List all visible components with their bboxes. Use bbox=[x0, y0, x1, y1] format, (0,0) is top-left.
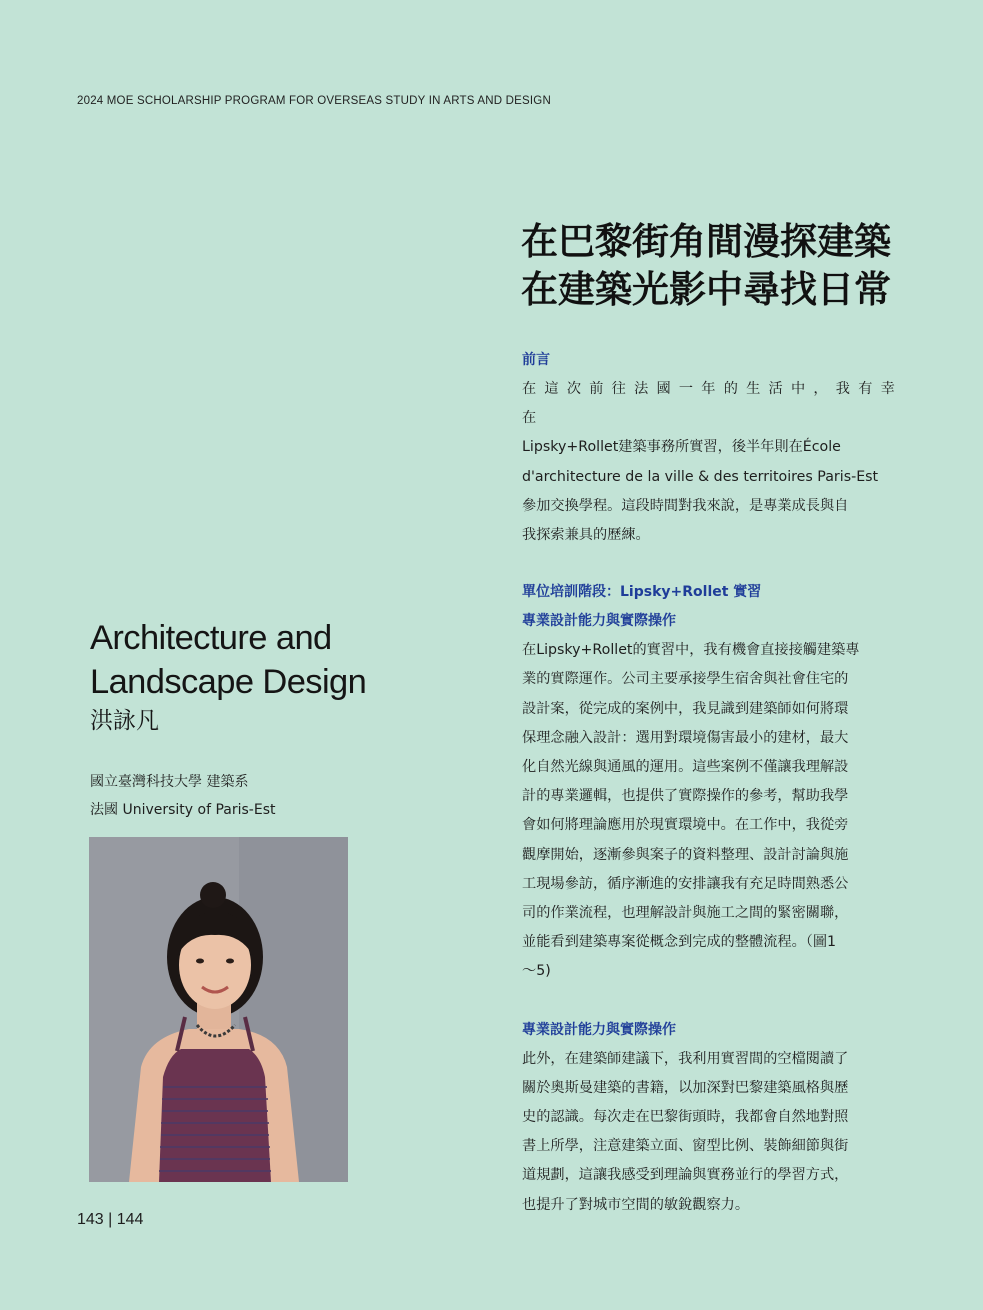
section1-line: 化自然光線與通風的運用。這些案例不僅讓我理解設 bbox=[522, 759, 849, 776]
program-header: 2024 MOE SCHOLARSHIP PROGRAM FOR OVERSEAS STUDY IN ARTS AND DESIGN bbox=[77, 95, 551, 107]
intro-line: 參加交換學程。這段時間對我來說，是專業成長與自 bbox=[522, 497, 849, 514]
section1-line: ～5) bbox=[522, 963, 551, 980]
title-line-2: 在建築光影中尋找日常 bbox=[521, 268, 891, 311]
exchange-school: 法國 University of Paris-Est bbox=[90, 802, 276, 818]
intro-line: d'architecture de la ville & des territoires Paris-Est bbox=[522, 468, 879, 485]
article-title bbox=[521, 218, 921, 314]
section2-line: 史的認識。每次走在巴黎街頭時，我都會自然地對照 bbox=[522, 1109, 849, 1126]
section1-heading: 單位培訓階段：Lipsky+Rollet 實習 bbox=[522, 584, 762, 601]
section2-paragraph bbox=[522, 1045, 902, 1220]
study-field-line-2: Landscape Design bbox=[90, 663, 367, 701]
intro-line: Lipsky+Rollet建築事務所實習，後半年則在École bbox=[522, 439, 841, 456]
section1-line: 工現場參訪，循序漸進的安排讓我有充足時間熟悉公 bbox=[522, 875, 849, 892]
section1-line: 在Lipsky+Rollet的實習中，我有機會直接接觸建築專 bbox=[522, 642, 860, 659]
section1-line: 觀摩開始，逐漸參與案子的資料整理、設計討論與施 bbox=[522, 846, 849, 863]
section1-line: 保理念融入設計：選用對環境傷害最小的建材，最大 bbox=[522, 729, 849, 746]
section1-line: 並能看到建築專案從概念到完成的整體流程。（圖1 bbox=[522, 934, 837, 951]
intro-heading: 前言 bbox=[522, 352, 550, 368]
section2-heading: 專業設計能力與實際操作 bbox=[522, 1021, 676, 1038]
page-numbers: 143 | 144 bbox=[77, 1211, 144, 1228]
article-body bbox=[522, 346, 902, 1220]
intro-line: 我探索兼具的歷練。 bbox=[522, 527, 650, 544]
section1-subheading: 專業設計能力與實際操作 bbox=[522, 613, 676, 630]
section1-line: 會如何將理論應用於現實環境中。在工作中，我從旁 bbox=[522, 817, 849, 834]
section2-line: 關於奧斯曼建築的書籍，以加深對巴黎建築風格與歷 bbox=[522, 1079, 849, 1096]
intro-line: 在這次前往法國一年的生活中，我有幸在 bbox=[522, 381, 902, 427]
author-name: 洪詠凡 bbox=[90, 708, 159, 734]
section1-line: 司的作業流程，也理解設計與施工之間的緊密關聯， bbox=[522, 905, 849, 922]
section1-line: 計的專業邏輯，也提供了實際操作的參考，幫助我學 bbox=[522, 788, 849, 805]
section1-line: 業的實際運作。公司主要承接學生宿舍與社會住宅的 bbox=[522, 671, 849, 688]
section2-line: 書上所學，注意建築立面、窗型比例、裝飾細節與街 bbox=[522, 1138, 849, 1155]
study-field bbox=[90, 616, 366, 704]
section1-paragraph bbox=[522, 636, 902, 986]
home-school: 國立臺灣科技大學 建築系 bbox=[90, 774, 249, 790]
author-portrait bbox=[89, 837, 348, 1182]
section2-line: 道規劃，這讓我感受到理論與實務並行的學習方式， bbox=[522, 1167, 849, 1184]
profile-block bbox=[90, 616, 366, 738]
affiliations bbox=[90, 768, 275, 824]
section2-line: 此外，在建築師建議下，我利用實習間的空檔閱讀了 bbox=[522, 1050, 849, 1067]
title-line-1: 在巴黎街角間漫探建築 bbox=[521, 220, 891, 263]
section1-line: 設計案，從完成的案例中，我見識到建築師如何將環 bbox=[522, 700, 849, 717]
intro-paragraph bbox=[522, 375, 902, 550]
section2-line: 也提升了對城市空間的敏銳觀察力。 bbox=[522, 1196, 750, 1213]
portrait-illustration bbox=[89, 837, 348, 1182]
study-field-line-1: Architecture and bbox=[90, 619, 332, 657]
